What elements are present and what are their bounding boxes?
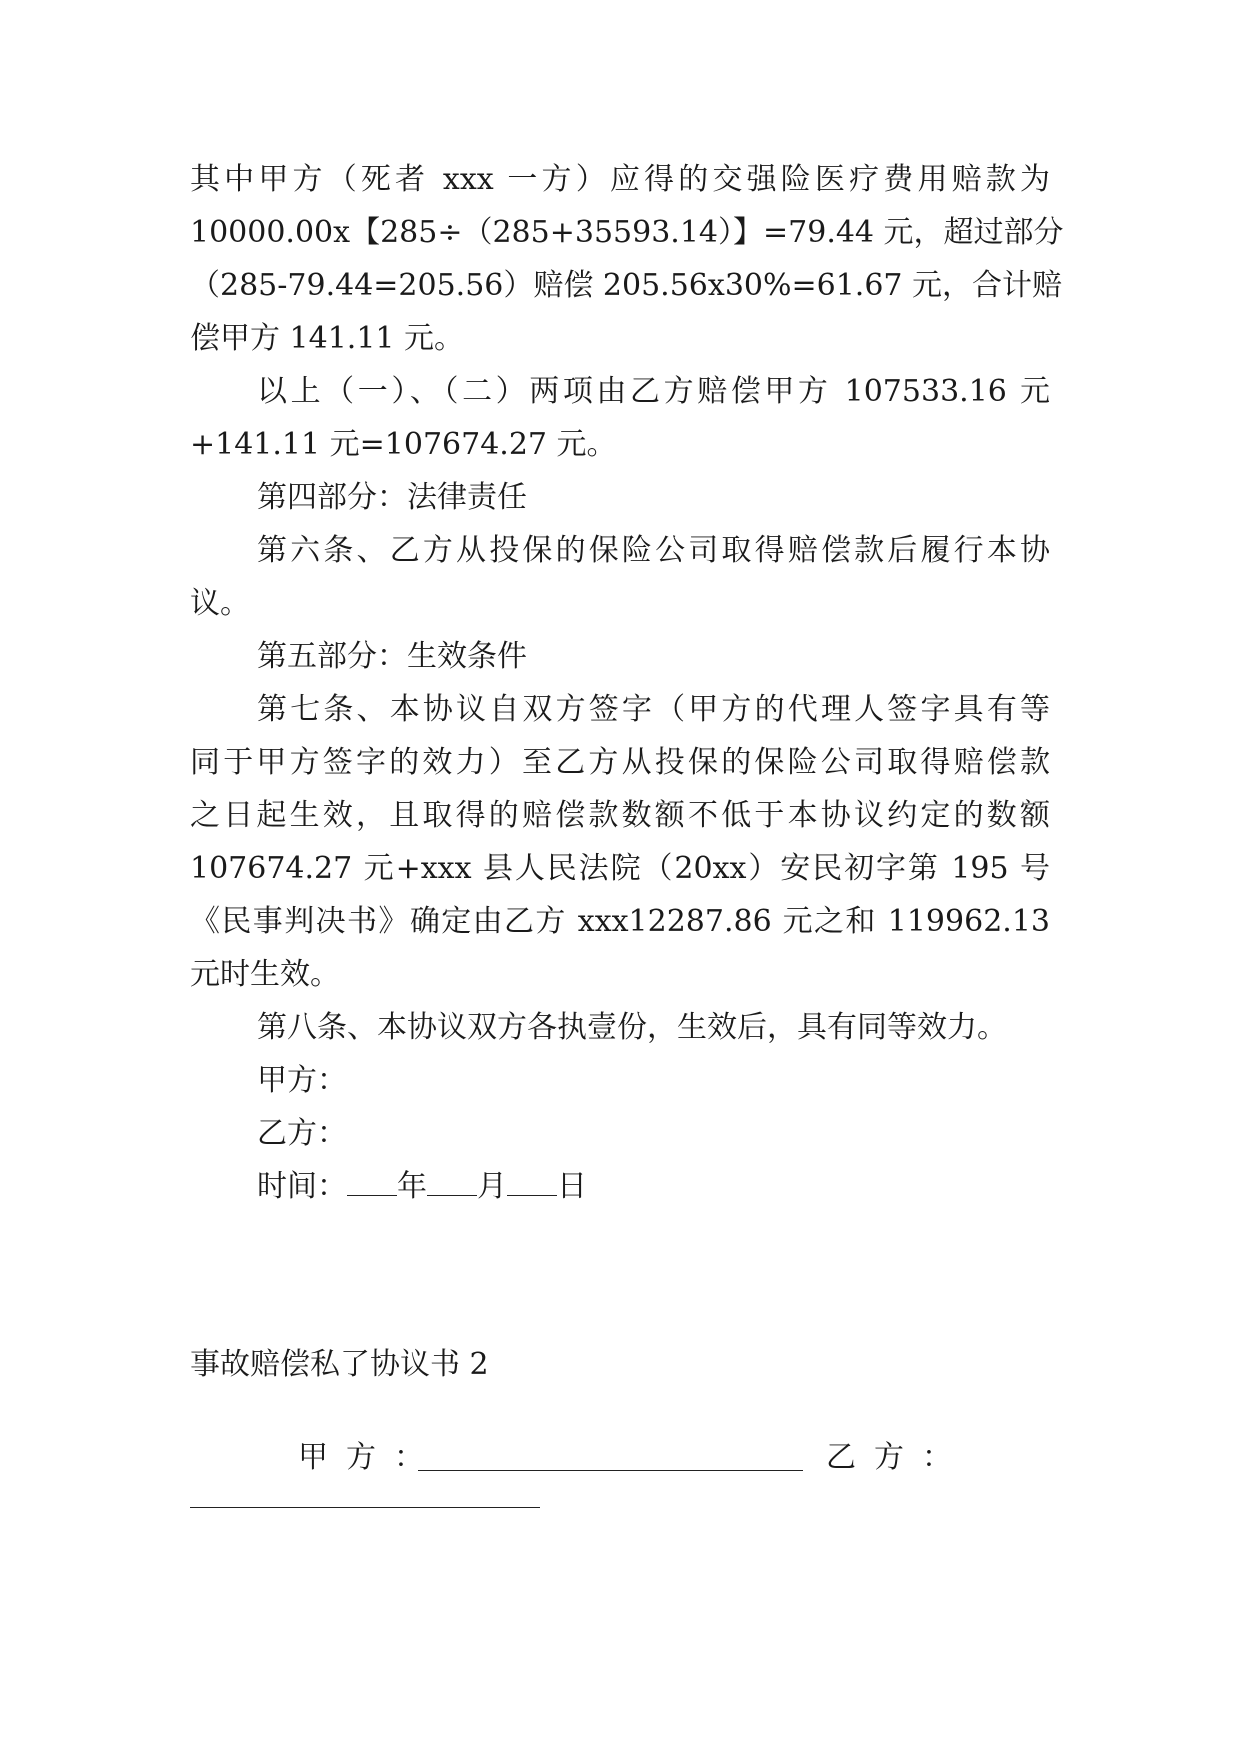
paragraph-line: +141.11 元=107674.27 元。 (190, 427, 617, 462)
date-year-unit: 年 (397, 1169, 427, 1204)
paragraph-line: 同于甲方签字的效力）至乙方从投保的保险公司取得赔偿款 (190, 745, 1050, 780)
signature-party-b: 乙方： (257, 1116, 347, 1151)
date-label: 时间： (257, 1169, 347, 1204)
party-b-label: 乙方： (826, 1440, 970, 1475)
party-a-blank (418, 1446, 803, 1471)
parties-row (298, 1438, 1050, 1478)
date-day-unit: 日 (557, 1169, 587, 1204)
date-month-unit: 月 (477, 1169, 507, 1204)
paragraph-line: 之日起生效，且取得的赔偿款数额不低于本协议约定的数额 (190, 798, 1050, 833)
paragraph-line: 偿甲方 141.11 元。 (190, 321, 465, 356)
paragraph-line: 第八条、本协议双方各执壹份，生效后，具有同等效力。 (257, 1010, 1007, 1045)
paragraph-line: 107674.27 元+xxx 县人民法院（20xx）安民初字第 195 号 (190, 851, 1050, 886)
paragraph-line: 以上（一）、（二）两项由乙方赔偿甲方 107533.16 元 (257, 374, 1050, 409)
paragraph-line: 元时生效。 (190, 957, 340, 992)
paragraph-line: 10000.00x【285÷（285+35593.14）】=79.44 元，超过部分 (190, 215, 1064, 250)
paragraph-line: 《民事判决书》确定由乙方 xxx12287.86 元之和 119962.13 (190, 904, 1050, 939)
month-blank (427, 1169, 477, 1196)
signature-party-a: 甲方： (257, 1063, 347, 1098)
party-a-label: 甲方： (298, 1440, 442, 1475)
section-heading: 第五部分：生效条件 (257, 639, 527, 674)
section-title: 事故赔偿私了协议书 2 (190, 1347, 489, 1382)
paragraph-line: 第七条、本协议自双方签字（甲方的代理人签字具有等 (257, 692, 1050, 727)
section-heading: 第四部分：法律责任 (257, 480, 527, 515)
paragraph-line: 第六条、乙方从投保的保险公司取得赔偿款后履行本协 (257, 533, 1050, 568)
paragraph-line: 其中甲方（死者 xxx 一方）应得的交强险医疗费用赔款为 (190, 162, 1050, 197)
date-line (257, 1167, 587, 1207)
paragraph-line: （285-79.44=205.56）赔偿 205.56x30%=61.67 元，合计赔 (190, 268, 1063, 303)
party-b-blank (190, 1505, 540, 1508)
year-blank (347, 1169, 397, 1196)
day-blank (507, 1169, 557, 1196)
paragraph-line: 议。 (190, 586, 250, 621)
